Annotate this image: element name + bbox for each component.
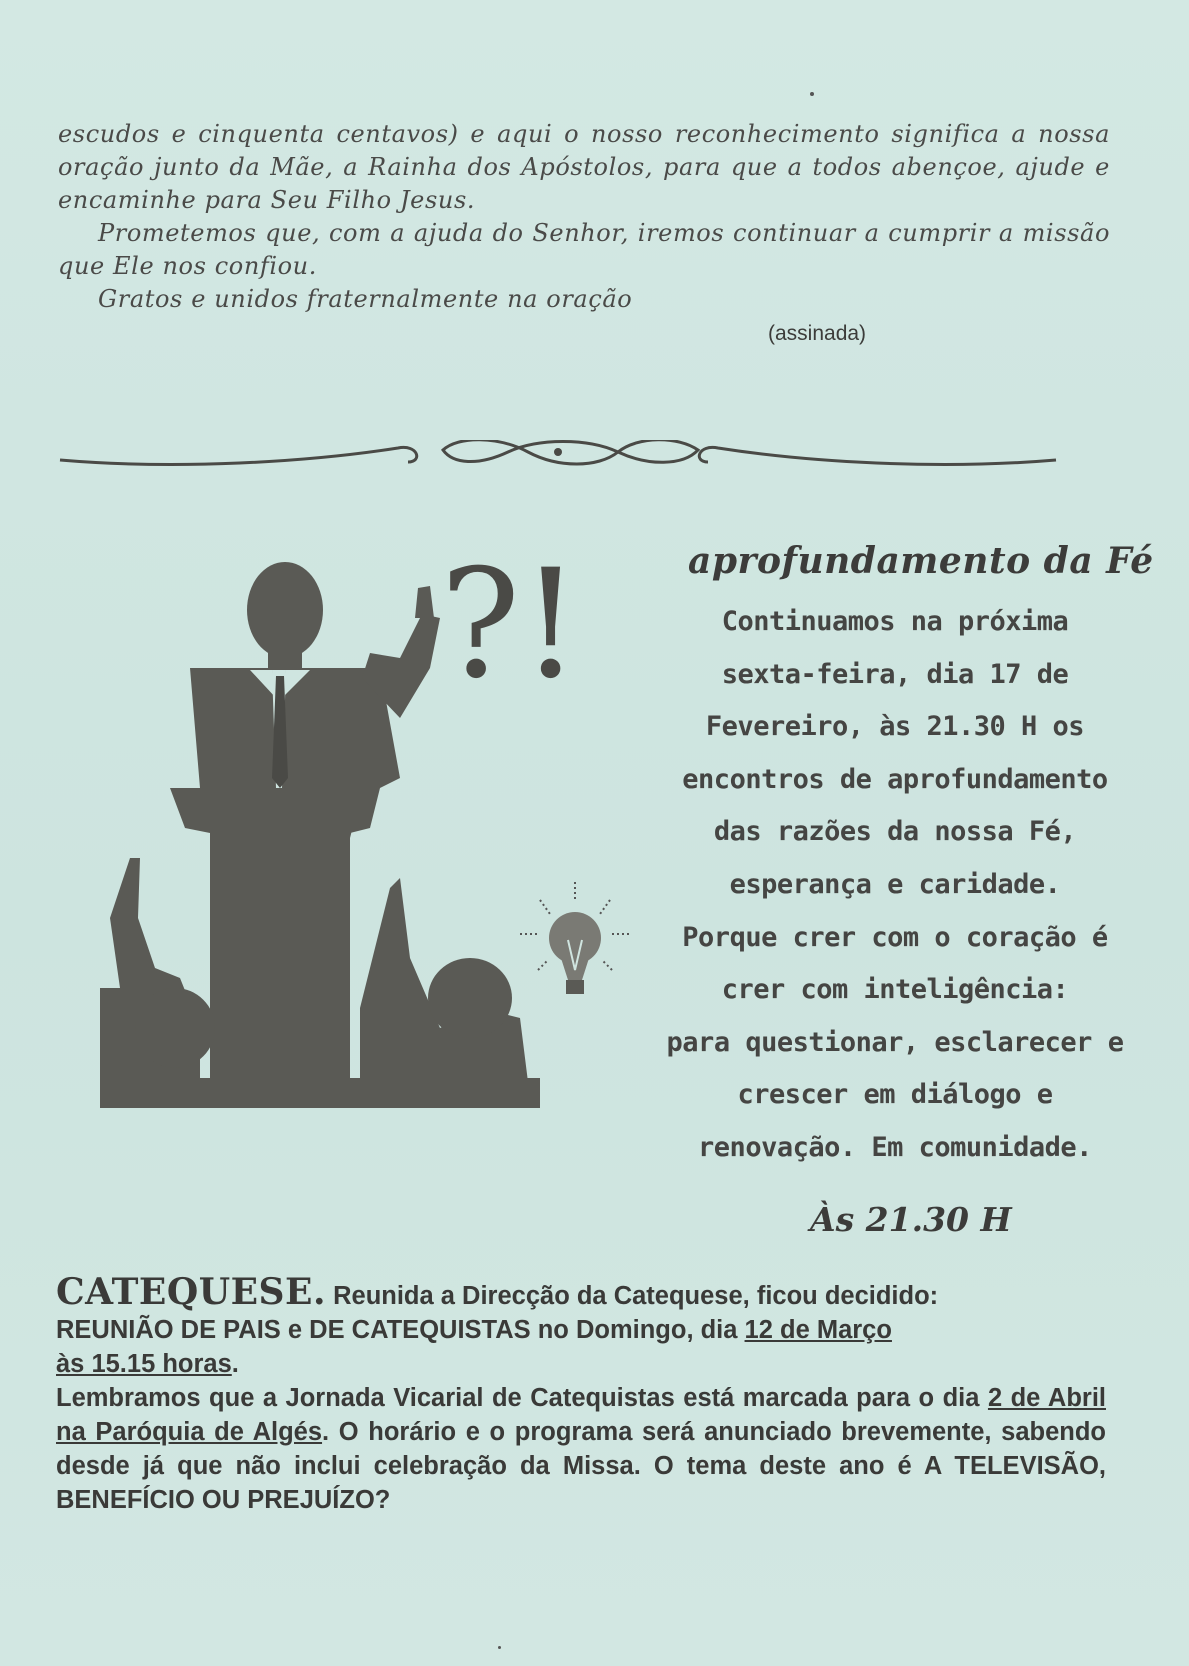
letter-paragraph-1: escudos e cinquenta centavos) e aqui o nosso reconhecimento significa a nossa oração junto da Mãe, a Rainha dos Apóstolos, para que a todos abençoe, ajude e encaminhe para Seu Filho Jesus.: [58, 120, 1110, 214]
announcement-line: para questionar, esclarecer e: [666, 1026, 1124, 1058]
jornada-place: na Paróquia de Algés: [56, 1418, 323, 1446]
announcement-line: encontros de aprofundamento: [682, 763, 1108, 795]
announcement-body: [665, 596, 1125, 1175]
catequese-section: [56, 1271, 1107, 1517]
catequese-intro-text: Reunida a Direcção da Catequese, ficou decidido:: [326, 1282, 939, 1310]
announcement-line: Porque crer com o coração é: [682, 921, 1108, 953]
announcement-line: crescer em diálogo e: [737, 1079, 1053, 1111]
meeting-time: às 15.15 horas: [56, 1350, 232, 1378]
signature-note: (assinada): [768, 322, 867, 345]
meeting-end: .: [231, 1350, 239, 1378]
letter-paragraph-2: Prometemos que, com a ajuda do Senhor, iremos continuar a cumprir a missão que Ele nos confiou.: [58, 219, 1110, 280]
ink-speck: [498, 1646, 501, 1649]
announcement-line: das razões da nossa Fé,: [713, 816, 1077, 848]
catequese-intro: [56, 1271, 1106, 1381]
meeting-date: 12 de Março: [744, 1316, 892, 1344]
letter-closing: Gratos e unidos fraternalmente na oração: [98, 285, 633, 313]
meeting-prefix: REUNIÃO DE PAIS e DE CATEQUISTAS no Domingo, dia: [56, 1316, 745, 1344]
announcement-line: sexta-feira, dia 17 de: [721, 658, 1069, 690]
announcement-line: renovação. Em comunidade.: [698, 1131, 1092, 1163]
announcement-time: Às 21.30 H: [810, 1200, 1012, 1239]
ink-speck: [810, 92, 814, 96]
jornada-prefix: Lembramos que a Jornada Vicarial de Catequistas está marcada para o dia: [56, 1384, 988, 1412]
announcement-title: aprofundamento da Fé: [688, 540, 1154, 582]
speaker-silhouette-icon: [100, 558, 570, 1168]
jornada-paragraph: [56, 1381, 1106, 1517]
announcement-line: Fevereiro, às 21.30 H os: [705, 711, 1085, 743]
jornada-date: 2 de Abril: [987, 1384, 1106, 1412]
announcement-line: crer com inteligência:: [721, 974, 1069, 1006]
question-exclamation-marks: ?!: [440, 538, 581, 712]
announcement-line: esperança e caridade.: [729, 868, 1061, 900]
light-bulb-icon: [520, 880, 630, 1020]
letter-text: [58, 118, 1110, 316]
announcement-line: Continuamos na próxima: [721, 606, 1069, 637]
flourish-divider-icon: [58, 440, 1058, 486]
catequese-heading: CATEQUESE.: [56, 1271, 327, 1313]
jornada-rest: . O horário e o programa será anunciado brevemente, sabendo desde já que não inclui celebração da Missa. O tema deste ano é A TELEVISÃO, BENEFÍCIO OU PREJUÍZO?: [56, 1418, 1107, 1514]
